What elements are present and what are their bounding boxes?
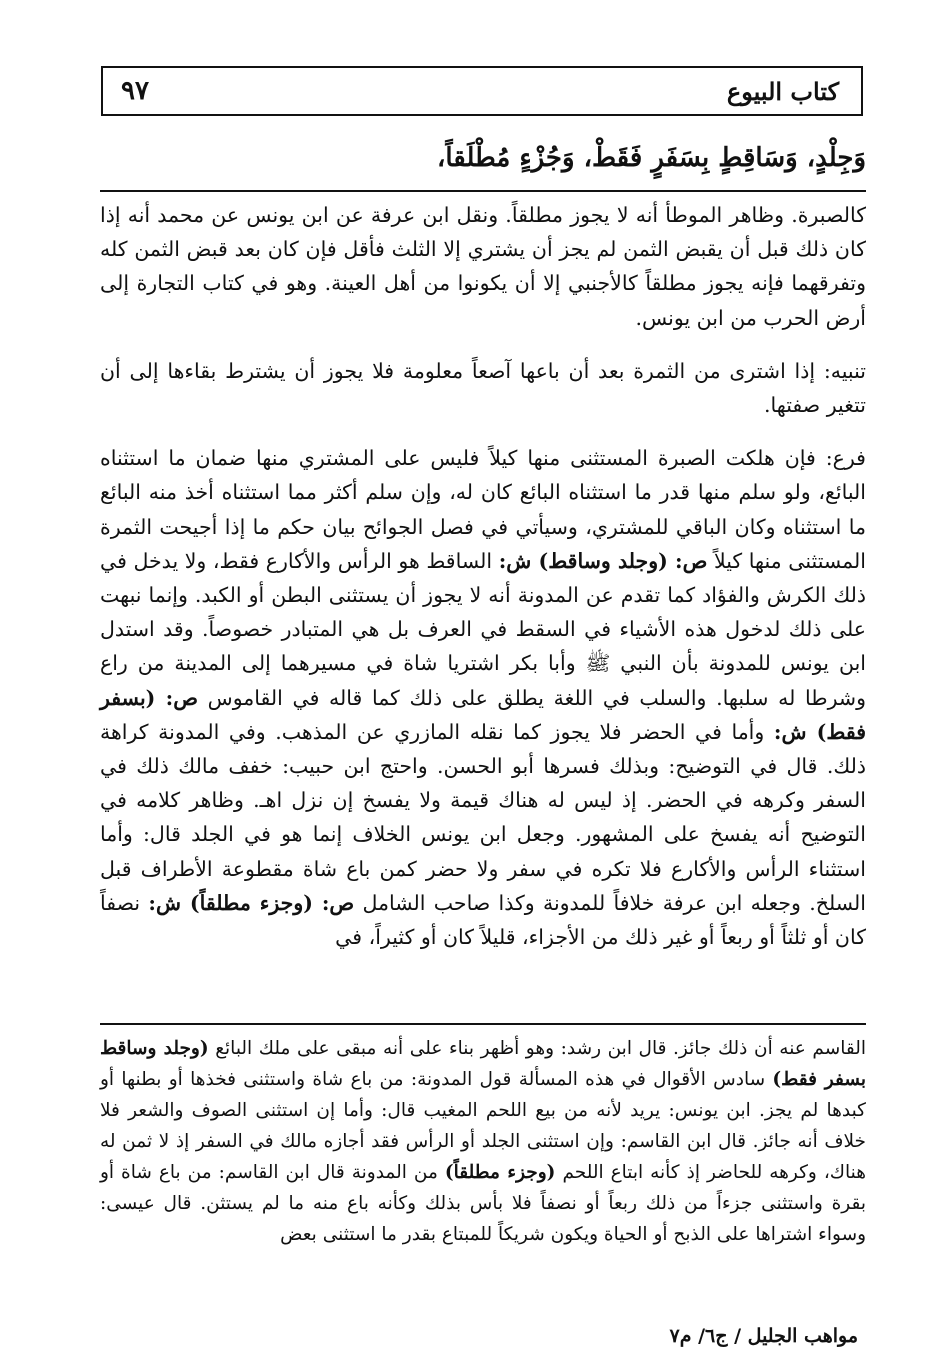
commentary-section — [100, 198, 866, 954]
commentary-paragraph-2: تنبيه: إذا اشترى من الثمرة بعد أن باعها آصعاً معلومة فلا يجوز أن يشترط بقاءها إلى أن تتغير صفتها. — [100, 358, 866, 418]
matn-quote: ص: (وجزء مطلقاً) ش: — [148, 890, 355, 915]
footnote-text: سادس الأقوال في هذه المسألة قول المدونة: من باع شاة واستثنى فخذها أو بطنها أو كبدها لم يجز. ابن يونس: يريد لأنه من بيع اللحم المغيب قال: وأما إن استثنى الصوف والشعر فلا خلاف أنه جائز. قال ابن القاسم: وإن استثنى الجلد أو الرأس فقد أجازه مالك في السفر إذ لا ثمن له هناك، وكرهه للحاضر إذ كأنه ابتاع اللحم — [100, 1069, 867, 1183]
footnote-divider — [100, 1023, 866, 1025]
footnote-quote: (وجلد وساقط بسفر فقط) — [100, 1038, 866, 1090]
commentary-text: نصفاً كان أو ثلثاً أو ربعاً أو غير ذلك من الأجزاء، قليلاً كان أو كثيراً، في — [100, 890, 866, 950]
matn-quote: ص: (وجلد وساقط) ش: — [498, 548, 708, 573]
chapter-title: كتاب البيوع — [726, 76, 839, 106]
page-number: ٩٧ — [121, 76, 149, 106]
matn-text: وَجِلْدٍ، وَسَاقِطٍ بِسَفَرٍ فَقَطْ، وَجُزْءٍ مُطْلَقاً، — [436, 143, 866, 173]
footnote-text: من المدونة قال ابن القاسم: من باع شاة أو بقرة واستثنى جزءاً من ذلك ربعاً أو نصفاً فلا بأس بذلك وكأنه باع منه ما لم يستثن. قال عيسى: وسواء اشتراها على الذبح أو الحياة ويكون شريكاً للمبتاع بقدر ما استثنى بعض — [100, 1162, 866, 1245]
commentary-paragraph-1: كالصبرة. وظاهر الموطأ أنه لا يجوز مطلقاً. ونقل ابن عرفة عن ابن يونس عن محمد أنه إذا كان ذلك قبل أن يقبض الثمن لم يجز أن يشتري إلا الثلث فأقل فإن كان بعد قبض الثمن كله وتفرقهما فإنه يجوز مطلقاً كالأجنبي إلا أن يكونوا من أهل العينة. وهو في كتاب التجارة إلى أرض الحرب من ابن يونس. — [100, 203, 866, 330]
commentary-paragraph-3 — [100, 441, 866, 954]
commentary-text: فرع: فإن هلكت الصبرة المستثنى منها كيلاً فليس على المشتري منها ضمان ما استثناه البائع، ولو سلم منها قدر ما استثناه البائع كان له، وإن سلم أكثر مما استثناه أخذ منه البائع ما استثناه وكان الباقي للمشتري، وسيأتي في فصل الجوائح بيان حكم ما إذا أجيحت الثمرة المستثنى منها كيلاً — [100, 446, 866, 573]
footnote-text: القاسم عنه أن ذلك جائز. قال ابن رشد: وهو أظهر بناء على أنه مبقى على ملك البائع — [215, 1038, 867, 1059]
footnote-section — [100, 1033, 866, 1250]
page-header — [101, 66, 863, 116]
commentary-text: الساقط هو الرأس والأكارع فقط، ولا يدخل في ذلك الكرش والفؤاد كما تقدم عن المدونة أنه لا يجوز أن يستثنى البطن أو الكبد. وإنما نبهت على ذلك لدخول هذه الأشياء في السقط في العرف بل هي المتبادر خصوصاً. وقد استدل ابن يونس للمدونة بأن النبي ﷺ وأبا بكر اشتريا شاة في مسيرهما إلى المدينة من راع وشرطا له سلبها. والسلب في اللغة يطلق على ذلك كما قاله في القاموس — [100, 548, 866, 710]
commentary-text: وأما في الحضر فلا يجوز كما نقله المازري عن المذهب. وفي المدونة كراهة ذلك. قال في التوضيح: وبذلك فسرها أبو الحسن. واحتج ابن حبيب: خفف مالك ذلك في السفر وكرهه في الحضر. إذ ليس له هناك قيمة ولا يفسخ إن نزل اهـ. وظاهر كلامه في التوضيح أنه يفسخ على المشهور. وجعل ابن يونس الخلاف إنما هو في الجلد قال: وأما استثناء الرأس والأكارع فلا تكره في سفر ولا حضر كمن باع شاة مقطوعة الأطراف قبل السلخ. وجعله ابن عرفة خلافاً للمدونة وكذا صاحب الشامل — [100, 719, 866, 915]
matn-divider — [100, 190, 866, 192]
footnote-paragraph — [100, 1033, 866, 1250]
page-footer: مواهب الجليل / ج٦/ م٧ — [669, 1325, 858, 1347]
matn-quote: ص: (بسفر فقط) ش: — [100, 685, 866, 744]
footnote-quote: (وجزء مطلقاً) — [444, 1162, 556, 1183]
